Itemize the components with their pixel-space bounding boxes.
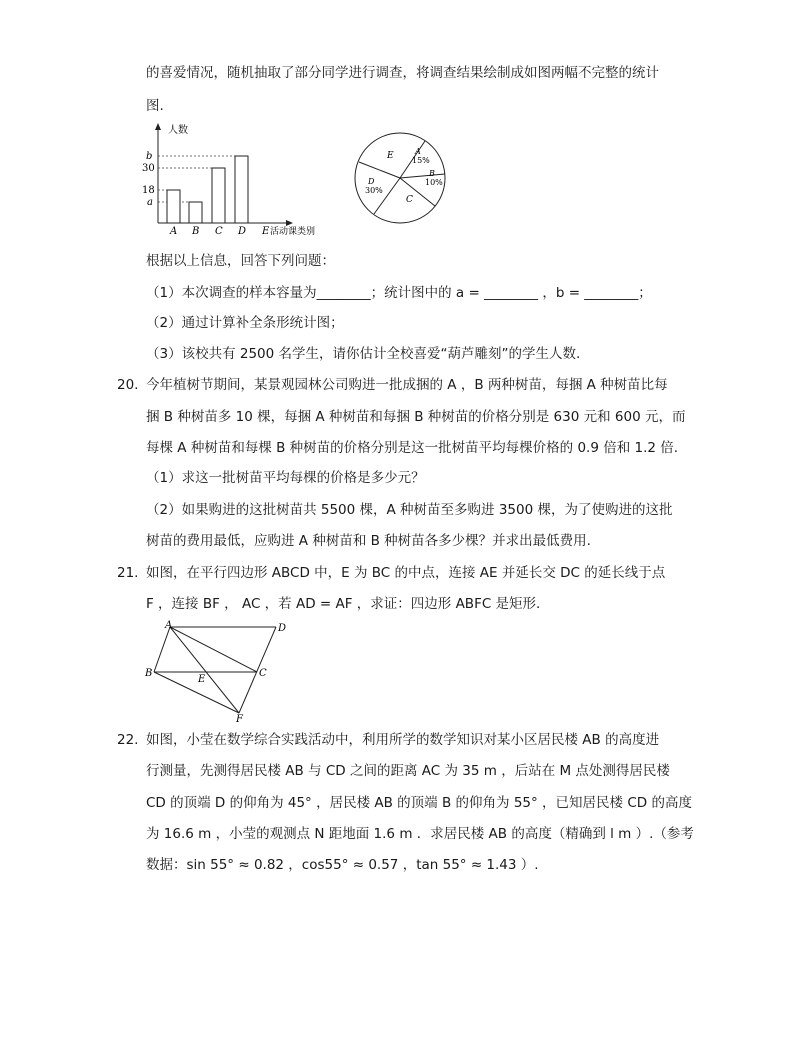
y-axis-arrow	[155, 123, 161, 130]
point-D: D	[278, 623, 287, 634]
point-B: B	[145, 668, 153, 679]
parallelogram-figure	[140, 618, 300, 724]
xtick-B: B	[192, 226, 200, 237]
xtick-D: D	[238, 226, 247, 237]
q22-line-4: 为 16.6 m ，小莹的观测点 N 距地面 1.6 m ．求居民楼 AB 的高度（精确到 l m ）.（参考	[146, 826, 694, 842]
q20-line-3: 每棵 A 种树苗和每棵 B 种树苗的价格分别是这一批树苗平均每棵价格的 0.9 倍和 1.2 倍.	[146, 440, 679, 456]
slice-B-percent: 10%	[425, 178, 443, 187]
intro-line-1: 的喜爱情况，随机抽取了部分同学进行调查，将调查结果绘制成如图两幅不完整的统计	[146, 65, 659, 81]
q20-part-2-line-1: （2）如果购进的这批树苗共 5500 棵，A 种树苗至多购进 3500 棵，为了使购进的这批	[146, 502, 673, 518]
intro-line-2: 图.	[146, 98, 164, 114]
ytick-30: 30	[142, 163, 155, 174]
ytick-b: b	[146, 151, 153, 162]
q22-line-1: 如图，小莹在数学综合实践活动中，利用所学的数学知识对某小区居民楼 AB 的高度进	[146, 732, 660, 748]
q20-number: 20.	[117, 377, 139, 393]
bar-D	[235, 156, 248, 223]
q21-line-2: F ，连接 BF ， AC ，若 AD = AF ，求证：四边形 ABFC 是矩形.	[146, 596, 541, 612]
q21-number: 21.	[117, 565, 139, 581]
y-axis-label: 人数	[168, 125, 188, 136]
q19-part-1: （1）本次调查的样本容量为________；统计图中的 a = ________ ，b = ________；	[146, 285, 652, 301]
q19-part-2: （2）通过计算补全条形统计图；	[146, 315, 344, 331]
q19-part-3: （3）该校共有 2500 名学生，请你估计全校喜爱“葫芦雕刻”的学生人数.	[146, 346, 581, 362]
q22-line-3: CD 的顶端 D 的仰角为 45° ，居民楼 AB 的顶端 B 的仰角为 55° ，已知居民楼 CD 的高度	[146, 795, 692, 811]
point-E: E	[198, 674, 206, 685]
q20-part-2-line-2: 树苗的费用最低，应购进 A 种树苗和 B 种树苗各多少棵？并求出最低费用.	[146, 533, 591, 549]
pie-chart	[352, 128, 452, 228]
q21-line-1: 如图，在平行四边形 ABCD 中，E 为 BC 的中点，连接 AE 并延长交 DC 的延长线于点	[146, 565, 666, 581]
q20-line-1: 今年植树节期间，某景观园林公司购进一批成捆的 A ，B 两种树苗，每捆 A 种树苗比每	[146, 377, 668, 393]
x-axis-label: 活动课类别	[270, 227, 316, 237]
q22-line-5: 数据：sin 55° ≈ 0.82 ，cos55° ≈ 0.57 ，tan 55° ≈ 1.43 ）.	[146, 857, 539, 873]
slice-C-label: C	[406, 195, 413, 205]
bar-chart	[138, 120, 328, 238]
slice-B-label: B	[429, 169, 435, 178]
bar-A	[167, 190, 180, 223]
ytick-18: 18	[142, 185, 155, 196]
point-A: A	[165, 620, 173, 631]
point-C: C	[259, 668, 267, 679]
ytick-a: a	[147, 197, 153, 208]
slice-E-label: E	[387, 151, 394, 161]
slice-D-label: D	[368, 177, 375, 186]
xtick-E: E	[262, 226, 270, 237]
xtick-C: C	[215, 226, 223, 237]
slice-A-label: A	[415, 147, 421, 156]
q22-number: 22.	[117, 732, 139, 748]
bar-B	[189, 202, 202, 223]
x-axis-arrow	[286, 220, 293, 226]
xtick-A: A	[170, 226, 178, 237]
slice-D-percent: 30%	[365, 186, 383, 195]
point-F: F	[236, 714, 243, 724]
q20-part-1: （1）求这一批树苗平均每棵的价格是多少元？	[146, 470, 425, 486]
slice-A-percent: 15%	[412, 156, 430, 165]
q20-line-2: 捆 B 种树苗多 10 棵，每捆 A 种树苗和每捆 B 种树苗的价格分别是 630 元和 600 元，而	[146, 409, 686, 425]
bar-C	[212, 168, 225, 223]
q19-lead: 根据以上信息，回答下列问题：	[146, 253, 335, 269]
q22-line-2: 行测量，先测得居民楼 AB 与 CD 之间的距离 AC 为 35 m ，后站在 M 点处测得居民楼	[146, 763, 670, 779]
